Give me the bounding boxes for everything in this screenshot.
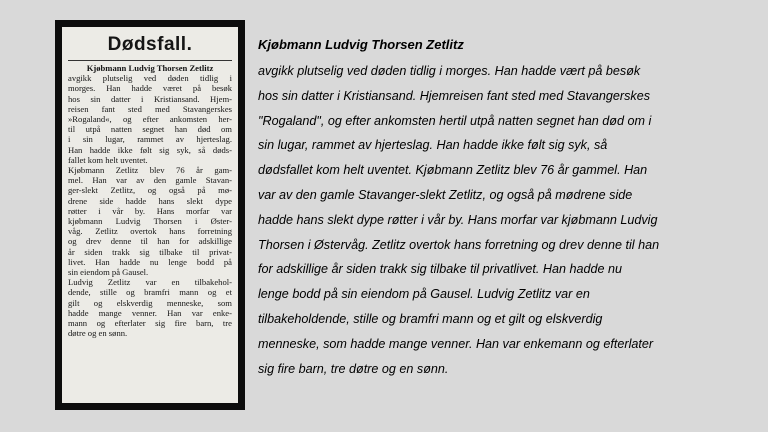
clipping-line: fallet kom helt uventet.	[68, 154, 148, 165]
transcription-line: sig fire barn, tre døtre og en sønn.	[258, 361, 449, 376]
clipping-line: »Rogaland«, og efter ankomsten her-	[68, 114, 232, 125]
transcription-line: avgikk plutselig ved døden tidlig i morges. Han hadde vært på besøk	[258, 64, 641, 78]
clipping-line: år siden trakk sig tilbake til privat-	[68, 246, 232, 257]
newspaper-clipping-image	[55, 20, 245, 410]
transcription-line: hadde hans slekt dype røtter i vår by. Hans morfar var kjøbmann Ludvig	[258, 212, 658, 227]
clipping-line: avgikk plutselig ved døden tidlig i	[68, 73, 232, 84]
transcription-block	[258, 36, 758, 381]
transcription-line: for adskillige år siden trakk sig tilbake til privatlivet. Han hadde nu	[258, 262, 623, 277]
clipping-line: våg. Zetlitz overtok hans forretning	[68, 226, 232, 237]
clipping-paper	[62, 27, 238, 403]
transcription-line: "Rogaland", og efter ankomsten hertil utpå natten segnet han død om i	[258, 113, 652, 128]
clipping-line: reisen fant sted med Stavangerskes	[68, 103, 232, 114]
clipping-line: kjøbmann Ludvig Thorsen i Øster-	[68, 216, 232, 227]
clipping-line: mel. Han var av den gamle Stavan-	[68, 175, 232, 186]
transcription-line: menneske, som hadde mange venner. Han var enkemann og efterlater	[258, 336, 654, 351]
clipping-line: hos sin datter i Kristiansand. Hjem-	[68, 93, 232, 104]
clipping-text	[68, 63, 232, 338]
clipping-line: dende, stille og bramfri mann og et	[68, 287, 232, 298]
transcription-line: hos sin datter i Kristiansand. Hjemreisen fant sted med Stavangerskes	[258, 88, 650, 103]
clipping-line: Kjøbmann Zetlitz blev 76 år gam-	[68, 165, 232, 176]
transcription-line: dødsfallet kom helt uventet. Kjøbmann Zetlitz blev 76 år gammel. Han	[258, 163, 648, 178]
transcription-line: lenge bodd på sin eiendom på Gausel. Ludvig Zetlitz var en	[258, 287, 590, 302]
clipping-line: sin eiendom på Gausel.	[68, 267, 149, 278]
clipping-line: Han hadde ikke følt sig syk, så døds-	[68, 144, 232, 155]
clipping-line: Ludvig Zetlitz var en tilbakehol-	[68, 277, 232, 288]
transcription-text	[258, 59, 758, 381]
clipping-line: døtre og en sønn.	[68, 328, 128, 339]
clipping-line: gilt og elskverdig menneske, som	[68, 297, 232, 308]
clipping-line: Kjøbmann Ludvig Thorsen Zetlitz	[86, 63, 214, 73]
clipping-line: hadde mange venner. Han var enke-	[68, 307, 232, 318]
clipping-line: morges. Han hadde været på besøk	[68, 83, 232, 94]
clipping-line: ger-slekt Zetlitz, og også på mø-	[68, 185, 232, 196]
clipping-title: Dødsfall.	[107, 34, 193, 55]
transcription-title: Kjøbmann Ludvig Thorsen Zetlitz	[258, 37, 464, 52]
clipping-line: i sin lugar, rammet av hjerteslag.	[68, 134, 232, 145]
transcription-line: sin lugar, rammet av hjerteslag. Han hadde ikke følt sig syk, så	[258, 138, 608, 153]
clipping-line: og drev denne til han for adskillige	[68, 236, 232, 247]
transcription-line: Thorsen i Østervåg. Zetlitz overtok hans forretning og drev denne til han	[258, 237, 660, 252]
clipping-line: livet. Han hadde nu lenge bodd på	[68, 256, 232, 267]
transcription-line: tilbakeholdende, stille og bramfri mann og et gilt og elskverdig	[258, 311, 603, 326]
clipping-title-rule	[68, 60, 232, 61]
transcription-line: var av den gamle Stavanger-slekt Zetlitz, og også på mødrene side	[258, 187, 633, 202]
clipping-line: røtter i vår by. Hans morfar var	[68, 205, 232, 216]
clipping-line: drene side hadde hans slekt dype	[68, 195, 232, 206]
clipping-line: til utpå natten segnet han død om	[68, 124, 232, 135]
clipping-line: mann og efterlater sig fire barn, tre	[68, 318, 232, 329]
